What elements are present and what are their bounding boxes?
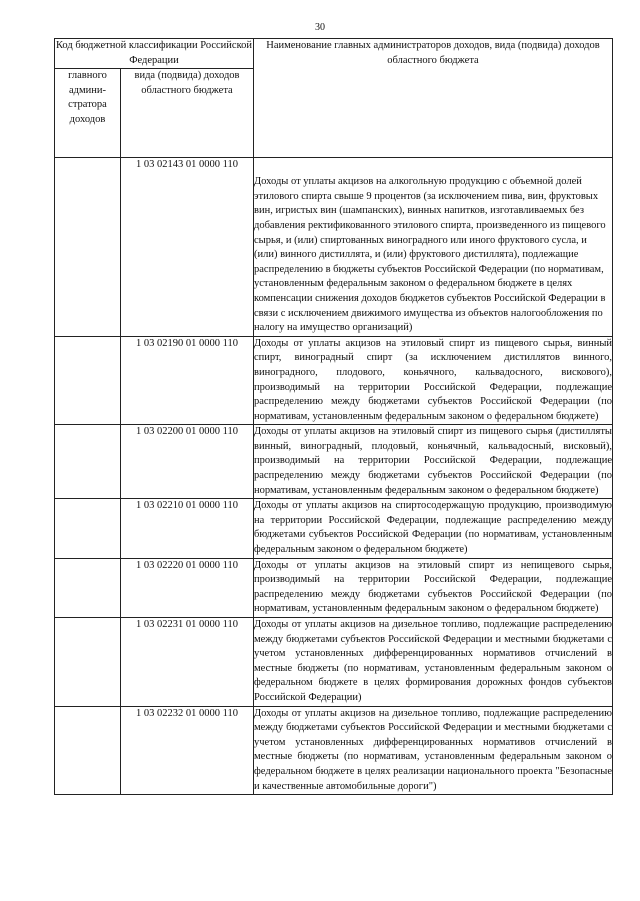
table-row [55, 336, 613, 425]
income-name-cell: Доходы от уплаты акцизов на спиртосодержащую продукцию, производимую на территории Российской Федерации, подлежащие распределению между бюджетами субъектов Российской Федерации (по нормативам, установленным федеральным законом о федеральном бюджете) [254, 499, 613, 558]
income-code-cell: 1 03 02210 01 0000 110 [121, 499, 254, 558]
income-name-cell: Доходы от уплаты акцизов на алкогольную продукцию с объемной долей этилового спирта свыше 9 процентов (за исключением пива, вин, фруктовых вин, игристых вин (шампанских), винных напитков, изготавливаемых без добавления ректификованного этилового спирта, произведенного из пищевого сырья, и (или) спиртованных виноградного или иного фруктового сусла, и (или) винного дистиллята, и (или) фруктового дистиллята), подлежащие распределению в бюджеты субъектов Российской Федерации (по нормативам, установленным федеральным законом о федеральном бюджете в целях компенсации снижения доходов бюджетов субъектов Российской Федерации в связи с исключением движимого имущества из объектов налогообложения по налогу на имущество организаций) [254, 158, 613, 337]
table-row [55, 558, 613, 617]
admin-code-cell [55, 158, 121, 337]
table-row [55, 706, 613, 795]
income-name-cell: Доходы от уплаты акцизов на дизельное топливо, подлежащие распределению между бюджетами субъектов Российской Федерации и местными бюджетами с учетом установленных дифференцированных нормативов отчислений в местные бюджеты (по нормативам, установленным федеральным законом о федеральном бюджете в целях реализации национального проекта "Безопасные и качественные автомобильные дороги") [254, 706, 613, 795]
table-row [55, 618, 613, 707]
table-row [55, 425, 613, 499]
admin-code-cell [55, 618, 121, 707]
income-code-cell: 1 03 02190 01 0000 110 [121, 336, 254, 425]
header-row-top [55, 39, 613, 69]
income-name-cell: Доходы от уплаты акцизов на этиловый спирт из непищевого сырья, производимый на территории Российской Федерации, подлежащие распределению между бюджетами субъектов Российской Федерации (по нормативам, установленным федеральным законом о федеральном бюджете) [254, 558, 613, 617]
table-row [55, 499, 613, 558]
income-code-cell: 1 03 02143 01 0000 110 [121, 158, 254, 337]
income-code-cell: 1 03 02220 01 0000 110 [121, 558, 254, 617]
admin-code-cell [55, 706, 121, 795]
table-row [55, 158, 613, 337]
admin-code-cell [55, 499, 121, 558]
income-code-cell: 1 03 02232 01 0000 110 [121, 706, 254, 795]
income-name-cell: Доходы от уплаты акцизов на этиловый спирт из пищевого сырья, винный спирт, виноградный спирт (за исключением дистиллятов винного, виноградного, плодового, коньячного, кальвадосного, вискового), производимый на территории Российской Федерации, подлежащие распределению между бюджетами субъектов Российской Федерации (по нормативам, установленным федеральным законом о федеральном бюджете) [254, 336, 613, 425]
admin-code-cell [55, 336, 121, 425]
header-classification-code: Код бюджетной классификации Российской Федерации [55, 39, 254, 69]
admin-code-cell [55, 425, 121, 499]
income-code-cell: 1 03 02231 01 0000 110 [121, 618, 254, 707]
income-name-cell: Доходы от уплаты акцизов на этиловый спирт из пищевого сырья (дистилляты винный, виноградный, плодовый, коньячный, кальвадосный, висковый), производимый на территории Российской Федерации, подлежащие распределению между бюджетами субъектов Российской Федерации (по нормативам, установленным федеральным законом о федеральном бюджете) [254, 425, 613, 499]
table-header [55, 39, 613, 158]
header-name: Наименование главных администраторов доходов, вида (подвида) доходов областного бюджета [254, 39, 613, 158]
income-code-cell: 1 03 02200 01 0000 110 [121, 425, 254, 499]
budget-classification-table [54, 38, 613, 795]
header-income-code: вида (подвида) доходов областного бюджета [121, 69, 254, 158]
table-body [55, 158, 613, 795]
income-name-cell: Доходы от уплаты акцизов на дизельное топливо, подлежащие распределению между бюджетами субъектов Российской Федерации и местными бюджетами с учетом установленных дифференцированных нормативов отчислений в местные бюджеты (по нормативам, установленным федеральным законом о федеральном бюджете в целях формирования дорожных фондов субъектов Российской Федерации) [254, 618, 613, 707]
admin-code-cell [55, 558, 121, 617]
page-number: 30 [315, 22, 325, 33]
header-admin-code: главного админи-стратора доходов [55, 69, 121, 158]
